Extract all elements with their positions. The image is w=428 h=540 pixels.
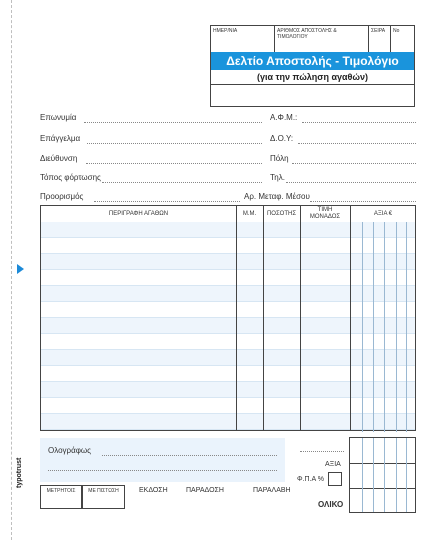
address-field-line[interactable] [86,163,262,164]
document-subtitle: (για την πώληση αγαθών) [211,70,414,85]
value-sign-line [300,451,344,452]
receiver-label: ΠΑΡΑΛΑΒΗ [253,487,291,494]
table-row[interactable] [41,334,415,350]
doy-field-line[interactable] [298,143,416,144]
destination-label: Προορισμός [40,192,84,201]
perforation-line [11,0,12,540]
no-label: Νο [393,28,400,34]
table-row[interactable] [41,366,415,382]
document-title: Δελτίο Αποστολής - Τιμολόγιο [211,52,414,70]
name-field-line[interactable] [84,122,262,123]
series-label: ΣΕΙΡΑ [369,26,391,52]
table-row[interactable] [41,238,415,254]
header-value: ΑΞΙΑ € [373,211,393,217]
in-words-line[interactable] [102,455,277,456]
table-row[interactable] [41,398,415,414]
in-words-line[interactable] [48,470,277,471]
document-header [210,25,415,107]
value-subdivider [384,222,385,432]
name-label: Επωνυμία [40,113,77,122]
destination-field-line[interactable] [94,201,240,202]
totals-col-divider [362,438,363,512]
table-row[interactable] [41,414,415,430]
date-label: ΗΜΕΡ/ΝΙΑ [211,26,275,52]
amount-in-words-box [40,438,285,482]
number-label: ΑΡΙΘΜΟΣ ΑΠΟΣΤΟΛΗΣ & ΤΙΜΟΛΟΓΙΟΥ [275,26,369,52]
city-field-line[interactable] [292,163,416,164]
value-subdivider [396,222,397,432]
afm-label: Α.Φ.Μ.: [270,113,298,122]
triangle-marker-icon [17,264,24,274]
city-label: Πόλη [270,154,289,163]
credit-payment-box[interactable]: ΜΕ ΠΙΣΤΩΣΗ [82,485,125,509]
header-unit: Μ.Μ. [242,211,257,217]
loading-place-field-line[interactable] [102,182,262,183]
totals-col-divider [384,438,385,512]
value-subdivider [406,222,407,432]
table-row[interactable] [41,222,415,238]
table-row[interactable] [41,318,415,334]
vat-percent-box[interactable] [328,472,342,486]
header-quantity: ΠΟΣΟΤΗΣ [266,211,297,217]
phone-label: Τηλ. [270,173,285,182]
doy-label: Δ.Ο.Υ: [270,134,294,143]
table-row[interactable] [41,382,415,398]
total-label: ΟΛΙΚΟ [318,500,344,509]
table-row[interactable] [41,270,415,286]
header-description: ΠΕΡΙΓΡΑΦΗ ΑΓΑΘΩΝ [108,211,169,217]
items-table [40,205,416,431]
value-label: ΑΞΙΑ [325,461,341,468]
header-unit-price-line2: ΜΟΝΑΔΟΣ [309,214,341,220]
column-divider [263,206,264,430]
vat-label: Φ.Π.Α % [297,476,324,483]
profession-field-line[interactable] [87,143,262,144]
totals-col-divider [396,438,397,512]
afm-field-line[interactable] [302,122,416,123]
column-divider [236,206,237,430]
vehicle-field-line[interactable] [310,201,416,202]
header-unit-price [300,206,350,222]
in-words-label: Ολογράφως [48,446,92,455]
address-label: Διεύθυνση [40,154,78,163]
profession-label: Επάγγελμα [40,134,81,143]
value-subdivider [362,222,363,432]
loading-place-label: Τόπος φόρτωσης [40,173,101,182]
table-row[interactable] [41,254,415,270]
totals-box [349,437,416,513]
issuer-label: ΕΚΔΟΣΗ [139,487,168,494]
cash-payment-box[interactable]: ΜΕΤΡΗΤΟΙΣ [40,485,82,509]
table-row[interactable] [41,350,415,366]
phone-field-line[interactable] [286,182,416,183]
column-divider [300,206,301,430]
totals-col-divider [373,438,374,512]
vehicle-label: Αρ. Μεταφ. Μέσου [244,192,310,201]
value-subdivider [373,222,374,432]
brand-logo: typotrust [16,457,23,488]
header-unit-price-line1: ΤΙΜΗ [317,207,333,213]
deliverer-label: ΠΑΡΑΔΟΣΗ [186,487,224,494]
table-row[interactable] [41,302,415,318]
table-row[interactable] [41,286,415,302]
totals-col-divider [406,438,407,512]
column-divider [350,206,351,430]
header-meta-row [211,26,414,53]
